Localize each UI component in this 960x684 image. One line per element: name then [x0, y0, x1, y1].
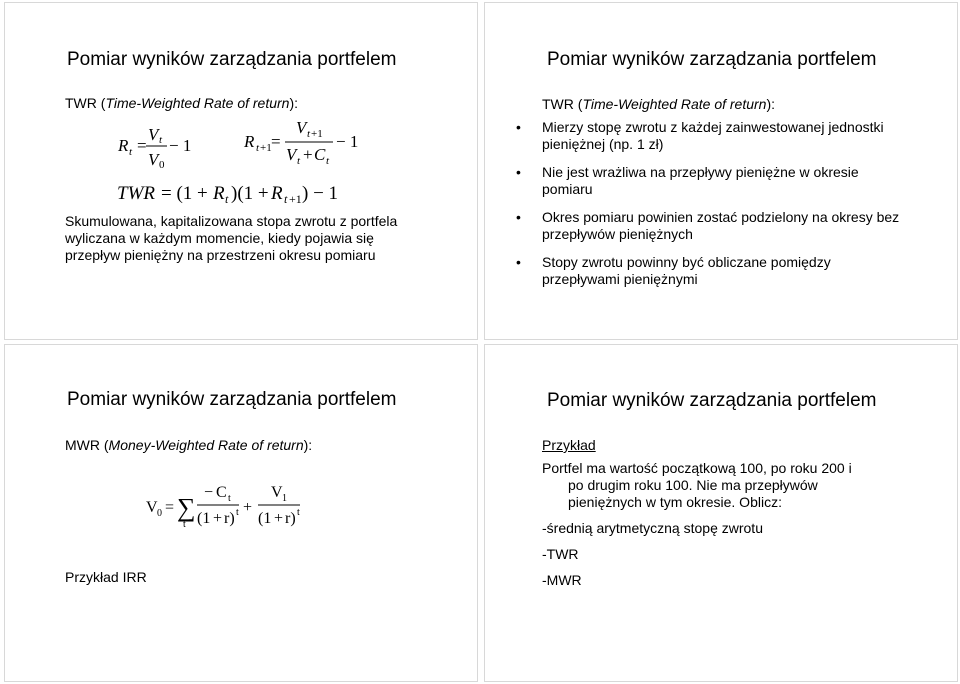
- svg-text:1: 1: [282, 493, 287, 504]
- bullet-item: • Mierzy stopę zwrotu z każdej zainwestowanej jednostki pieniężnej (np. 1 zł): [516, 119, 906, 153]
- svg-text:t: t: [183, 519, 186, 530]
- slide-2: [480, 0, 960, 342]
- svg-text:−: −: [204, 484, 214, 501]
- twr-bullets: [516, 119, 906, 299]
- slide-title: Pomiar wyników zarządzania portfelem: [67, 389, 397, 410]
- svg-text:0: 0: [159, 159, 165, 171]
- svg-text:+: +: [274, 510, 284, 527]
- svg-text:t: t: [307, 128, 311, 140]
- svg-text:− 1: − 1: [336, 132, 359, 151]
- svg-text:)(1 +: )(1 +: [231, 183, 269, 204]
- example-line: pieniężnych w tym okresie. Oblicz:: [568, 494, 782, 510]
- svg-text:t: t: [236, 507, 239, 518]
- svg-text:= (1 +: = (1 +: [161, 183, 208, 204]
- svg-text:∑: ∑: [177, 493, 196, 522]
- example-line: Portfel ma wartość początkową 100, po roku 200 i: [542, 460, 852, 476]
- svg-text:+1: +1: [311, 128, 323, 140]
- svg-text:R: R: [213, 183, 225, 204]
- bullet-item: • Stopy zwrotu powinny być obliczane pomiędzy przepływami pieniężnymi: [516, 254, 906, 288]
- example-text: [542, 460, 922, 589]
- svg-text:(1: (1: [258, 510, 272, 527]
- svg-text:V: V: [271, 484, 283, 501]
- slide-3: [0, 342, 480, 684]
- svg-text:t: t: [129, 146, 133, 158]
- slide-1: [0, 0, 480, 342]
- example-line: po drugim roku 100. Nie ma przepływów: [568, 477, 818, 493]
- svg-text:t: t: [326, 155, 330, 167]
- svg-text:t: t: [256, 142, 260, 154]
- irr-example-label: Przykład IRR: [65, 569, 147, 585]
- svg-text:+: +: [243, 499, 253, 516]
- svg-text:r): r): [224, 510, 235, 527]
- svg-text:t: t: [228, 493, 231, 504]
- twr-heading: TWR (Time-Weighted Rate of return):: [542, 96, 776, 112]
- slide-4: [480, 342, 960, 684]
- svg-text:t: t: [297, 507, 300, 518]
- svg-text:TWR: TWR: [117, 183, 155, 204]
- task-item: -TWR: [542, 546, 579, 562]
- svg-text:V: V: [296, 118, 307, 137]
- svg-text:− 1: − 1: [169, 136, 192, 155]
- svg-text:=: =: [137, 136, 147, 155]
- svg-text:R: R: [271, 183, 283, 204]
- twr-heading: TWR (Time-Weighted Rate of return):: [65, 95, 299, 111]
- svg-text:C: C: [314, 145, 326, 164]
- svg-text:V: V: [148, 125, 159, 144]
- svg-text:+: +: [303, 145, 313, 164]
- svg-text:V: V: [148, 150, 159, 169]
- bullet-item: • Nie jest wrażliwa na przepływy pieniężne w okresie pomiaru: [516, 164, 906, 198]
- svg-text:R: R: [118, 136, 129, 155]
- svg-text:=: =: [165, 499, 175, 516]
- svg-text:t: t: [225, 192, 229, 206]
- bullet-item: • Okres pomiaru powinien zostać podzielony na okresy bez przepływów pieniężnych: [516, 209, 906, 243]
- task-item: -MWR: [542, 572, 582, 588]
- svg-text:+1: +1: [289, 192, 302, 206]
- svg-text:R: R: [244, 132, 255, 151]
- example-heading: Przykład: [542, 437, 596, 453]
- svg-text:) − 1: ) − 1: [302, 183, 339, 204]
- svg-text:=: =: [271, 132, 281, 151]
- task-item: -średnią arytmetyczną stopę zwrotu: [542, 520, 763, 536]
- svg-text:r): r): [285, 510, 296, 527]
- svg-text:+1: +1: [260, 142, 272, 154]
- svg-text:V: V: [286, 145, 297, 164]
- svg-text:+: +: [213, 510, 223, 527]
- svg-text:t: t: [297, 155, 301, 167]
- slide-title: Pomiar wyników zarządzania portfelem: [67, 49, 397, 70]
- svg-text:0: 0: [157, 508, 162, 519]
- twr-description: Skumulowana, kapitalizowana stopa zwrotu z portfela wyliczana w każdym momencie, kiedy pojawia się przepływ pieniężny na przestrzeni okresu pomiaru: [65, 213, 398, 263]
- svg-text:(1: (1: [197, 510, 211, 527]
- formula-mwr: [0, 342, 480, 684]
- slide-title: Pomiar wyników zarządzania portfelem: [547, 49, 877, 70]
- mwr-heading: MWR (Money-Weighted Rate of return):: [65, 437, 313, 453]
- formula-rt: [0, 0, 480, 342]
- svg-text:t: t: [159, 134, 163, 146]
- svg-text:C: C: [216, 484, 227, 501]
- slide-title: Pomiar wyników zarządzania portfelem: [547, 390, 877, 411]
- svg-text:V: V: [146, 499, 158, 516]
- svg-text:t: t: [284, 192, 288, 206]
